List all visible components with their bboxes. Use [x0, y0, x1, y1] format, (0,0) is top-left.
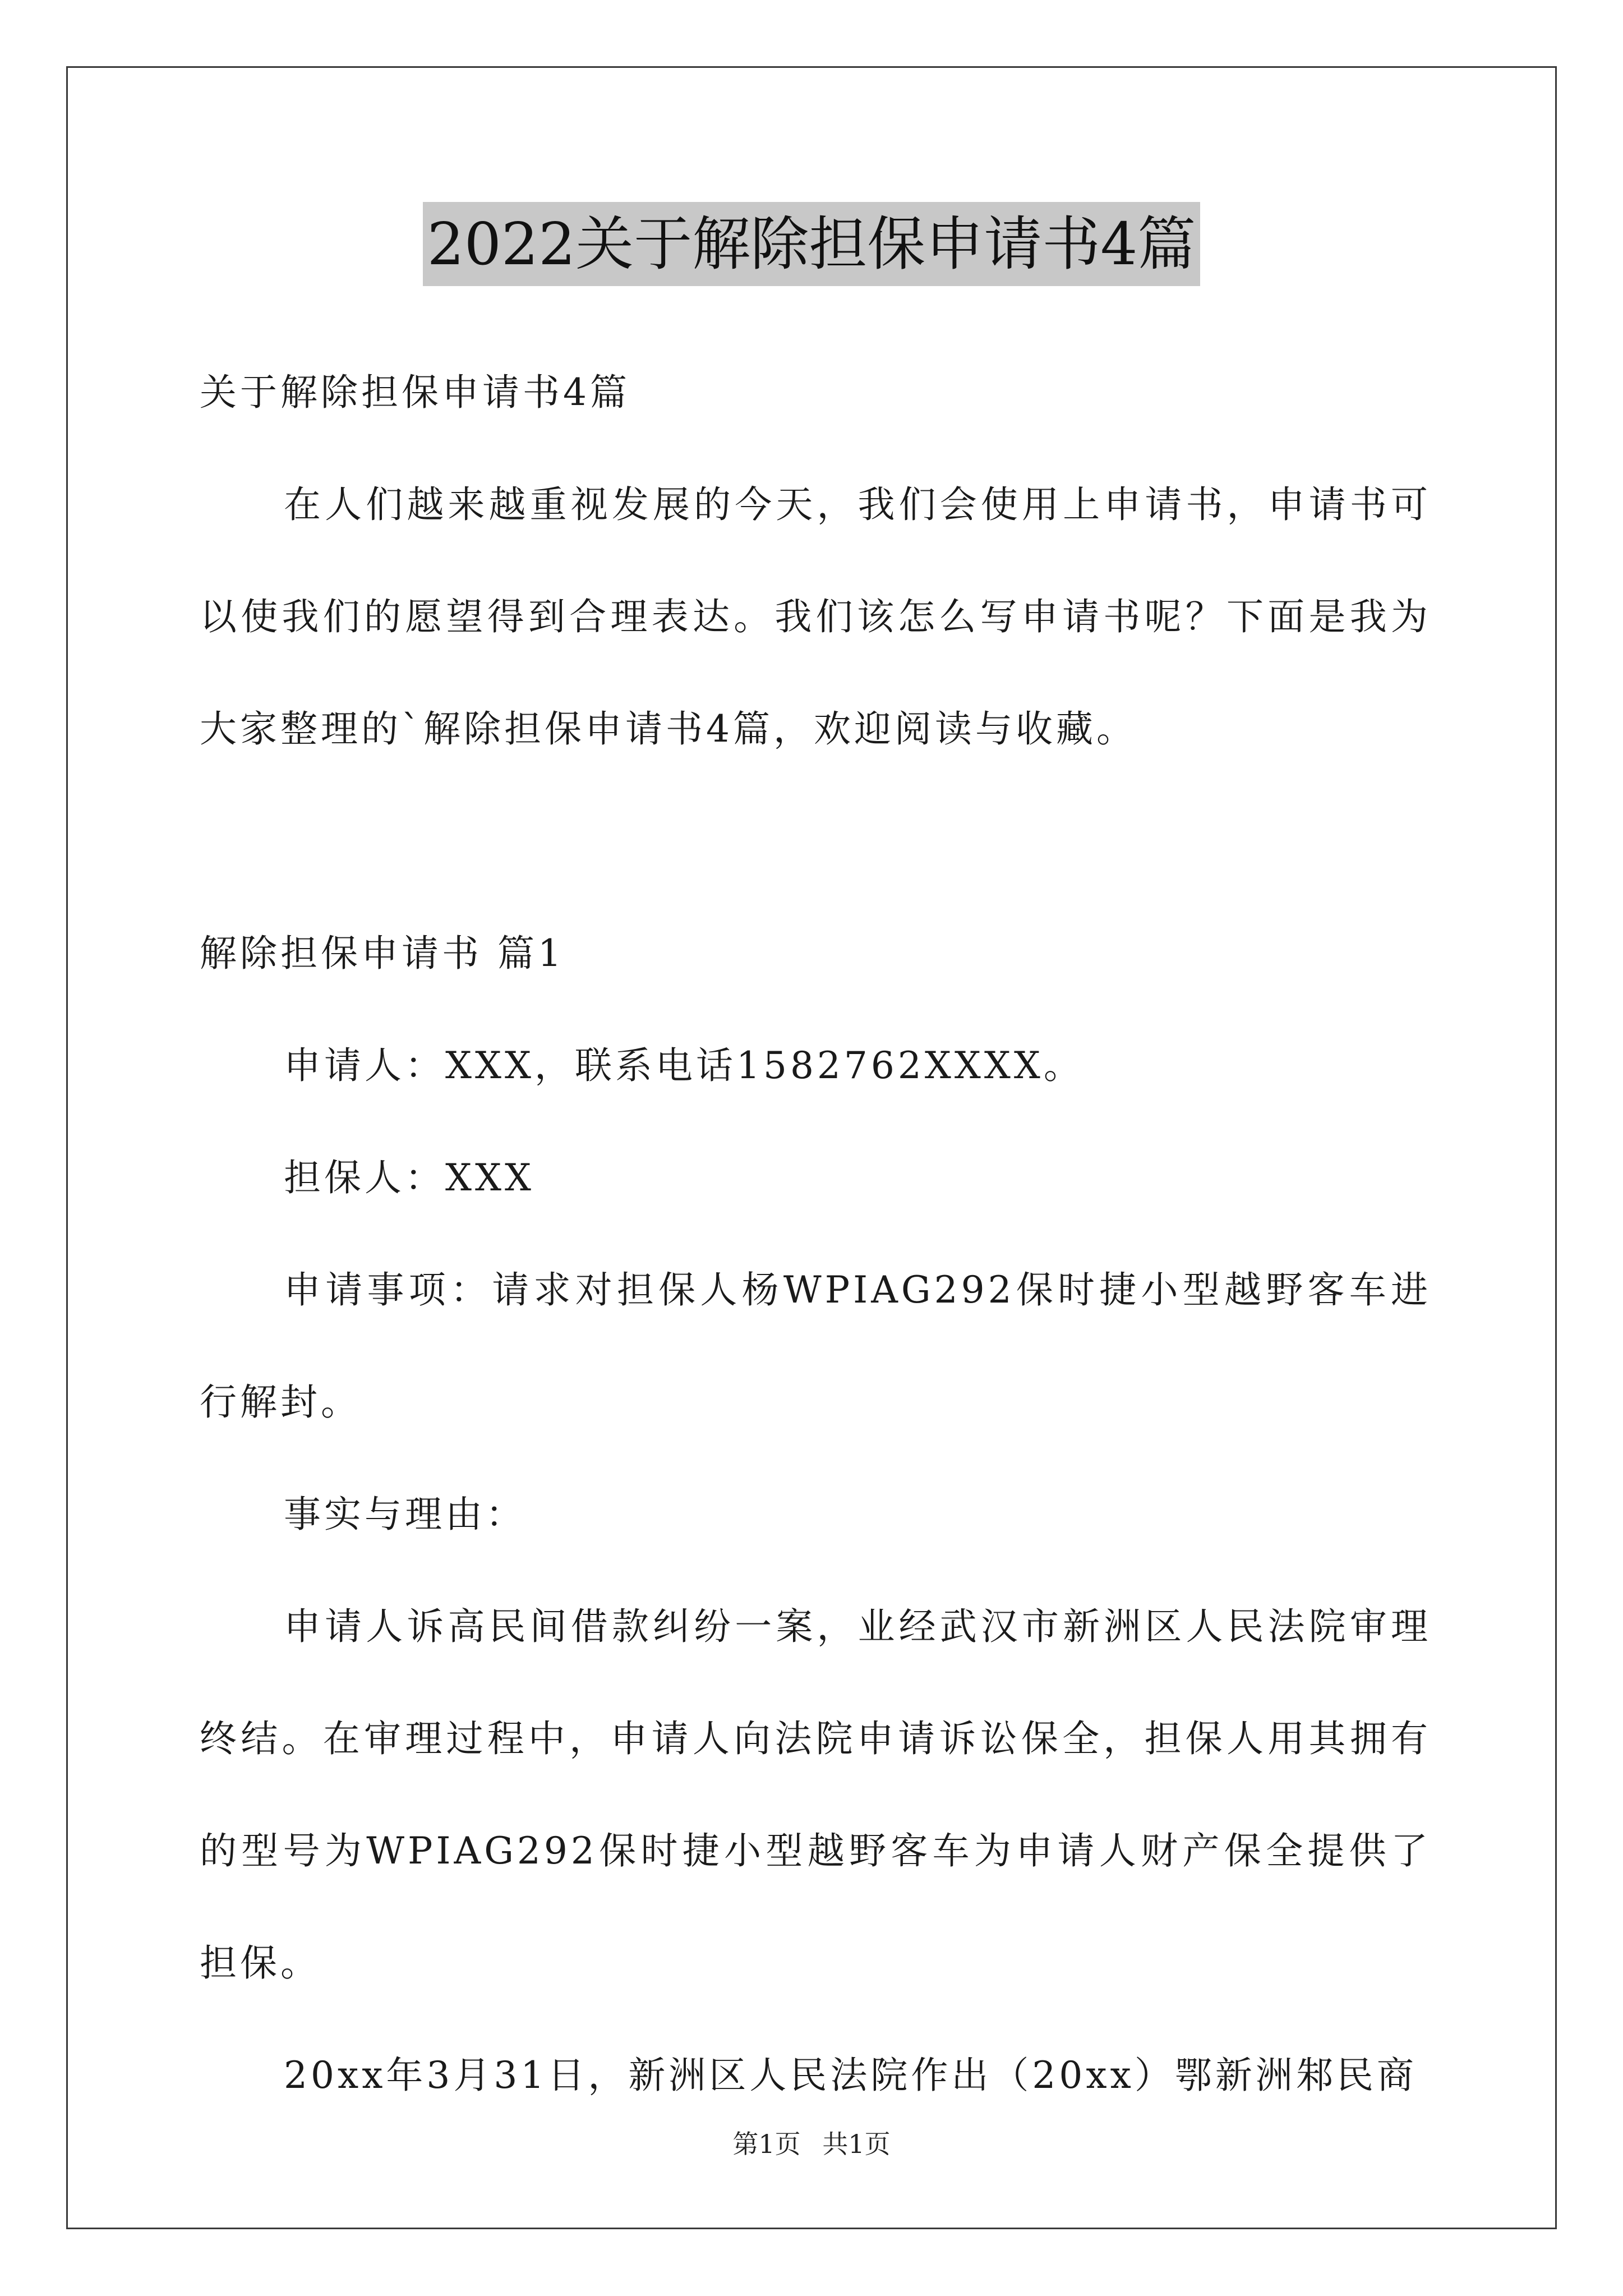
document-title: 2022关于解除担保申请书4篇	[423, 202, 1201, 286]
paragraph-gap	[200, 785, 1431, 898]
page-footer	[0, 2127, 1623, 2161]
applicant-line: 申请人：XXX，联系电话1582762XXXX。	[284, 1044, 1084, 1087]
facts-paragraph: 申请人诉高民间借款纠纷一案，业经武汉市新洲区人民法院审理终结。在审理过程中，申请人向法院申请诉讼保全，担保人用其拥有的型号为WPIAG292保时捷小型越野客车为申请人财产保全提供了担保。	[200, 1605, 1431, 1985]
section-heading: 解除担保申请书 篇1	[200, 932, 565, 975]
document-body	[200, 337, 1431, 2132]
page-number: 第1页	[732, 2129, 801, 2159]
subtitle-paragraph: 关于解除担保申请书4篇	[200, 371, 630, 414]
page-total: 共1页	[822, 2129, 891, 2159]
guarantor-line: 担保人：XXX	[284, 1156, 534, 1199]
intro-paragraph: 在人们越来越重视发展的今天，我们会使用上申请书，申请书可以使我们的愿望得到合理表达。我们该怎么写申请书呢？下面是我为大家整理的`解除担保申请书4篇，欢迎阅读与收藏。	[200, 483, 1431, 751]
ruling-paragraph: 20xx年3月31日，新洲区人民法院作出（20xx）鄂新洲邾民商	[284, 2054, 1417, 2097]
facts-heading: 事实与理由：	[284, 1493, 526, 1536]
title-container	[0, 202, 1623, 286]
request-paragraph: 申请事项：请求对担保人杨WPIAG292保时捷小型越野客车进行解封。	[200, 1268, 1431, 1424]
